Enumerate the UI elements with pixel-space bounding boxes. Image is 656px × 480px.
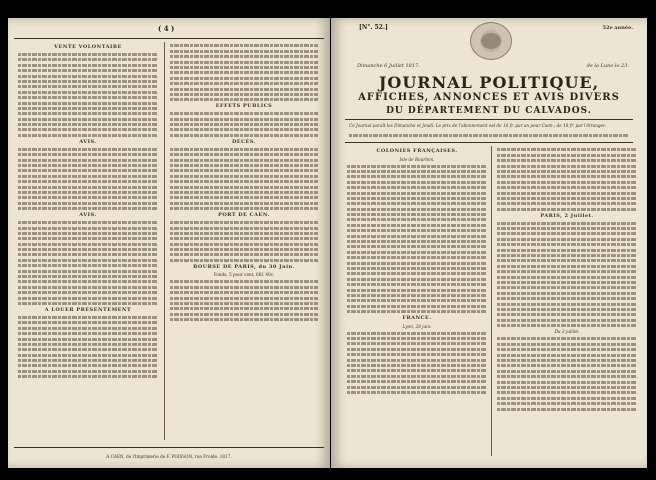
journal-subtitle: AFFICHES, ANNONCES ET AVIS DIVERS [358,92,620,103]
text-block [18,221,158,305]
subscription-intro: Ce Journal paraît les Dimanche et Jeudi. Le prix de l'abonnement est de 16 fr. par an pour Caen ; de 18 fr. par l'étranger. [349,123,606,128]
text-block [170,148,318,210]
text-block [18,53,158,137]
heading-avis-2: AVIS. [79,212,97,219]
subheading-3-juillet: Du 3 juillet. [554,329,580,335]
text-line [349,134,629,137]
heading-effets-publics: EFFETS PUBLICS [215,103,273,110]
text-block [18,148,158,210]
subheading-lyon: Lyon, 28 juin. [402,323,432,329]
printer-footer: A CAEN, de l'Imprimerie de F. POISSON, rue Froide. 1817. [106,454,232,460]
heading-deces: DÉCÈS. [231,138,257,145]
heading-avis-1: AVIS. [79,138,97,145]
moon-line: de la Lune le 23. [586,63,629,69]
column-divider [164,42,165,440]
title-rule [345,119,633,120]
left-column-1 [18,42,158,444]
text-block [497,337,637,410]
left-newspaper-page [8,18,330,468]
text-block [347,332,487,394]
header-rule [14,38,324,39]
intro-rule [345,142,633,143]
year-marker: 52e année. [602,25,633,31]
royal-seal-stamp [470,22,512,60]
heading-bourse: BOURSE DE PARIS, du 30 Juin. [193,263,295,270]
date-line: Dimanche 6 Juillet 1817. [357,63,420,69]
heading-colonies: COLONIES FRANÇAISES. [376,148,458,154]
text-block [347,165,487,314]
column-divider [491,146,492,456]
bourse-line: Fonds, 5 pour cent, 66f. 40c. [213,272,275,278]
text-block [170,221,318,262]
subheading-bourbon: Isle de Bourbon. [399,156,435,162]
department-line: DU DÉPARTEMENT DU CALVADOS. [386,106,592,116]
text-block [497,148,637,210]
heading-port-de-caen: PORT DE CAEN. [218,212,270,219]
text-block [18,316,158,378]
footer-rule [14,447,324,448]
text-block [170,280,318,321]
heading-vente: VENTE VOLONTAIRE [54,44,122,50]
heading-paris: PARIS, 2 Juillet. [540,212,594,219]
journal-title: JOURNAL POLITIQUE, [378,73,600,92]
issue-number: [N°. 52.] [359,24,388,31]
text-block [170,112,318,137]
heading-a-louer: A LOUER PRÉSENTEMENT [44,306,132,313]
right-newspaper-page [331,18,647,468]
right-column-2 [497,146,637,458]
heading-france: FRANCE. [402,315,432,322]
page-number: ( 4 ) [158,24,175,33]
right-column-1 [347,146,487,458]
text-block [170,44,318,101]
left-column-2 [170,42,318,444]
text-block [497,222,637,327]
